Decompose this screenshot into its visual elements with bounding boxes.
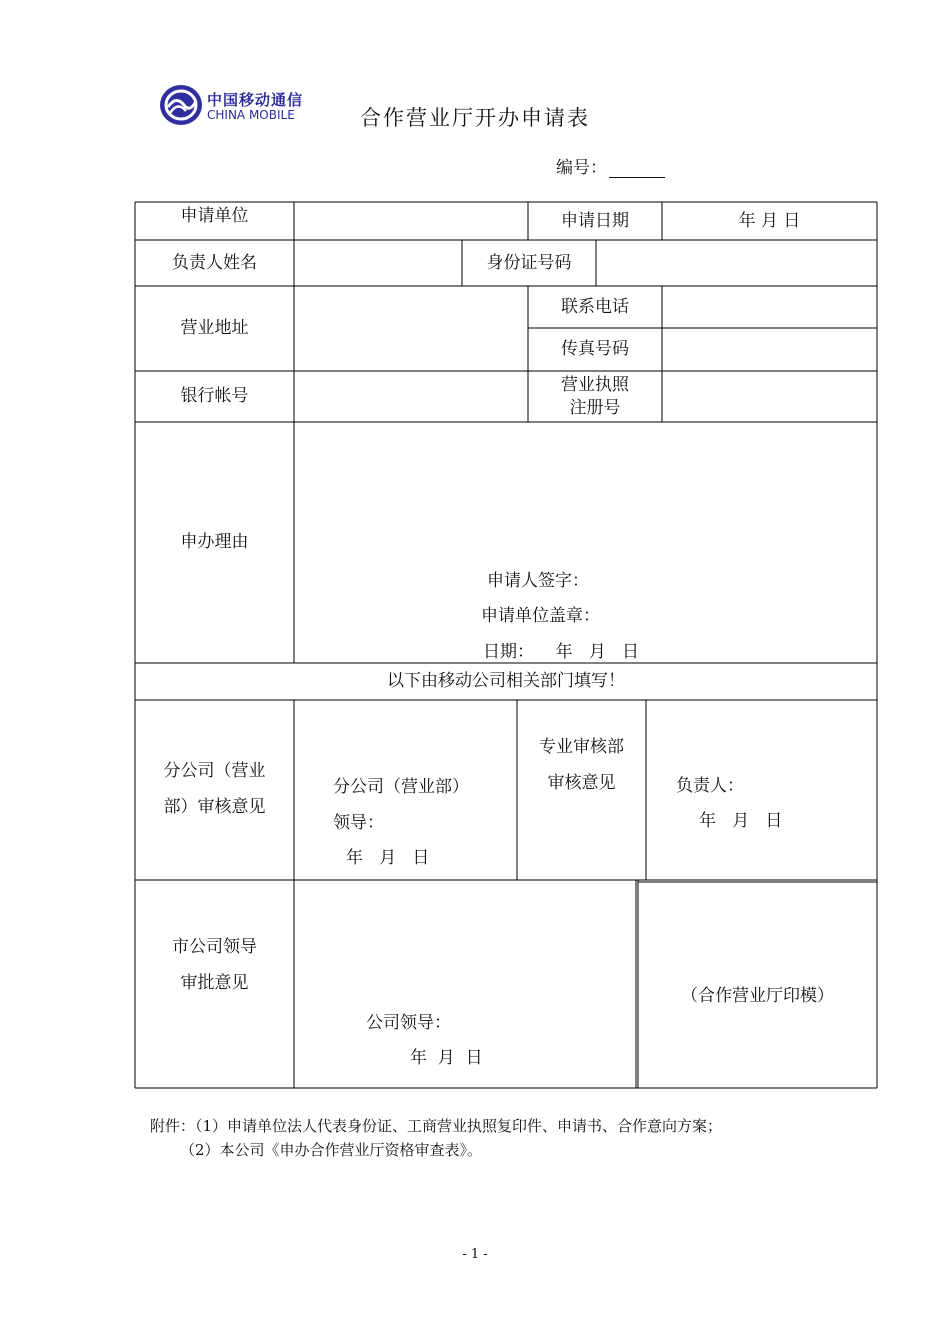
logo-english-text: CHINA MOBILE xyxy=(207,108,295,122)
input-apply-date[interactable]: 年 月 日 xyxy=(738,210,801,231)
responsible-date: 年 月 日 xyxy=(699,811,783,831)
input-contact-phone[interactable] xyxy=(662,286,877,328)
label-dept-review-line1: 专业审核部 xyxy=(539,737,624,757)
seal-mold-area: （合作营业厅印模） xyxy=(681,985,834,1006)
section-note: 以下由移动公司相关部门填写！ xyxy=(387,671,625,692)
label-manager-name: 负责人姓名 xyxy=(172,252,257,273)
input-id-number[interactable] xyxy=(596,240,877,286)
company-date: 年 月 日 xyxy=(410,1048,483,1068)
input-license-number[interactable] xyxy=(662,371,877,422)
logo-chinese-text: 中国移动通信 xyxy=(207,91,304,109)
label-dept-review xyxy=(517,730,646,820)
label-applicant-unit: 申请单位 xyxy=(180,205,249,226)
label-fax-number: 传真号码 xyxy=(561,339,629,360)
attachment-notes xyxy=(150,1114,722,1162)
applicant-signature-label: 申请人签字： xyxy=(487,571,589,591)
label-contact-phone: 联系电话 xyxy=(561,296,629,317)
label-business-address: 营业地址 xyxy=(180,318,249,339)
input-fax-number[interactable] xyxy=(662,328,877,371)
input-reason[interactable] xyxy=(294,422,877,562)
serial-label: 编号： xyxy=(556,158,607,178)
label-city-review-line1: 市公司领导 xyxy=(172,937,257,957)
branch-date: 年 月 日 xyxy=(346,848,430,868)
attachment-note-1: 附件：（1）申请单位法人代表身份证、工商营业执照复印件、申请书、合作意向方案； xyxy=(150,1117,723,1135)
label-branch-review xyxy=(135,700,294,880)
input-manager-name[interactable] xyxy=(294,240,462,286)
company-leader-label: 公司领导： xyxy=(366,1013,451,1033)
label-city-review-line2: 审批意见 xyxy=(180,972,249,993)
label-apply-date: 申请日期 xyxy=(561,210,629,231)
unit-seal-label: 申请单位盖章： xyxy=(481,606,600,626)
reason-date-label: 日期： 年 月 日 xyxy=(483,642,640,662)
label-city-review xyxy=(135,930,294,1020)
input-business-address[interactable] xyxy=(294,286,528,371)
serial-blank-line[interactable] xyxy=(609,159,665,178)
input-bank-account[interactable] xyxy=(294,371,528,422)
china-mobile-logo-icon xyxy=(158,83,204,127)
label-dept-review-line2: 审核意见 xyxy=(547,772,616,793)
label-branch-review-line1: 分公司（营业 xyxy=(163,761,266,782)
label-license-number xyxy=(528,371,662,422)
input-applicant-unit[interactable] xyxy=(294,202,528,240)
label-bank-account: 银行帐号 xyxy=(180,386,249,407)
label-branch-review-line2: 部）审核意见 xyxy=(163,797,266,817)
page-number: - 1 - xyxy=(462,1247,488,1262)
label-id-number: 身份证号码 xyxy=(486,252,572,273)
label-reason: 申办理由 xyxy=(180,532,249,553)
attachment-note-2: （2）本公司《申办合作营业厅资格审查表》。 xyxy=(180,1141,483,1159)
responsible-label: 负责人： xyxy=(676,776,744,796)
page-title: 合作营业厅开办申请表 xyxy=(360,106,590,130)
serial-number-field xyxy=(556,153,665,178)
branch-leader-line1: 分公司（营业部） xyxy=(333,777,469,797)
branch-leader-line2: 领导： xyxy=(333,813,384,833)
label-license-line2: 注册号 xyxy=(569,397,621,418)
label-license-line1: 营业执照 xyxy=(561,374,629,395)
